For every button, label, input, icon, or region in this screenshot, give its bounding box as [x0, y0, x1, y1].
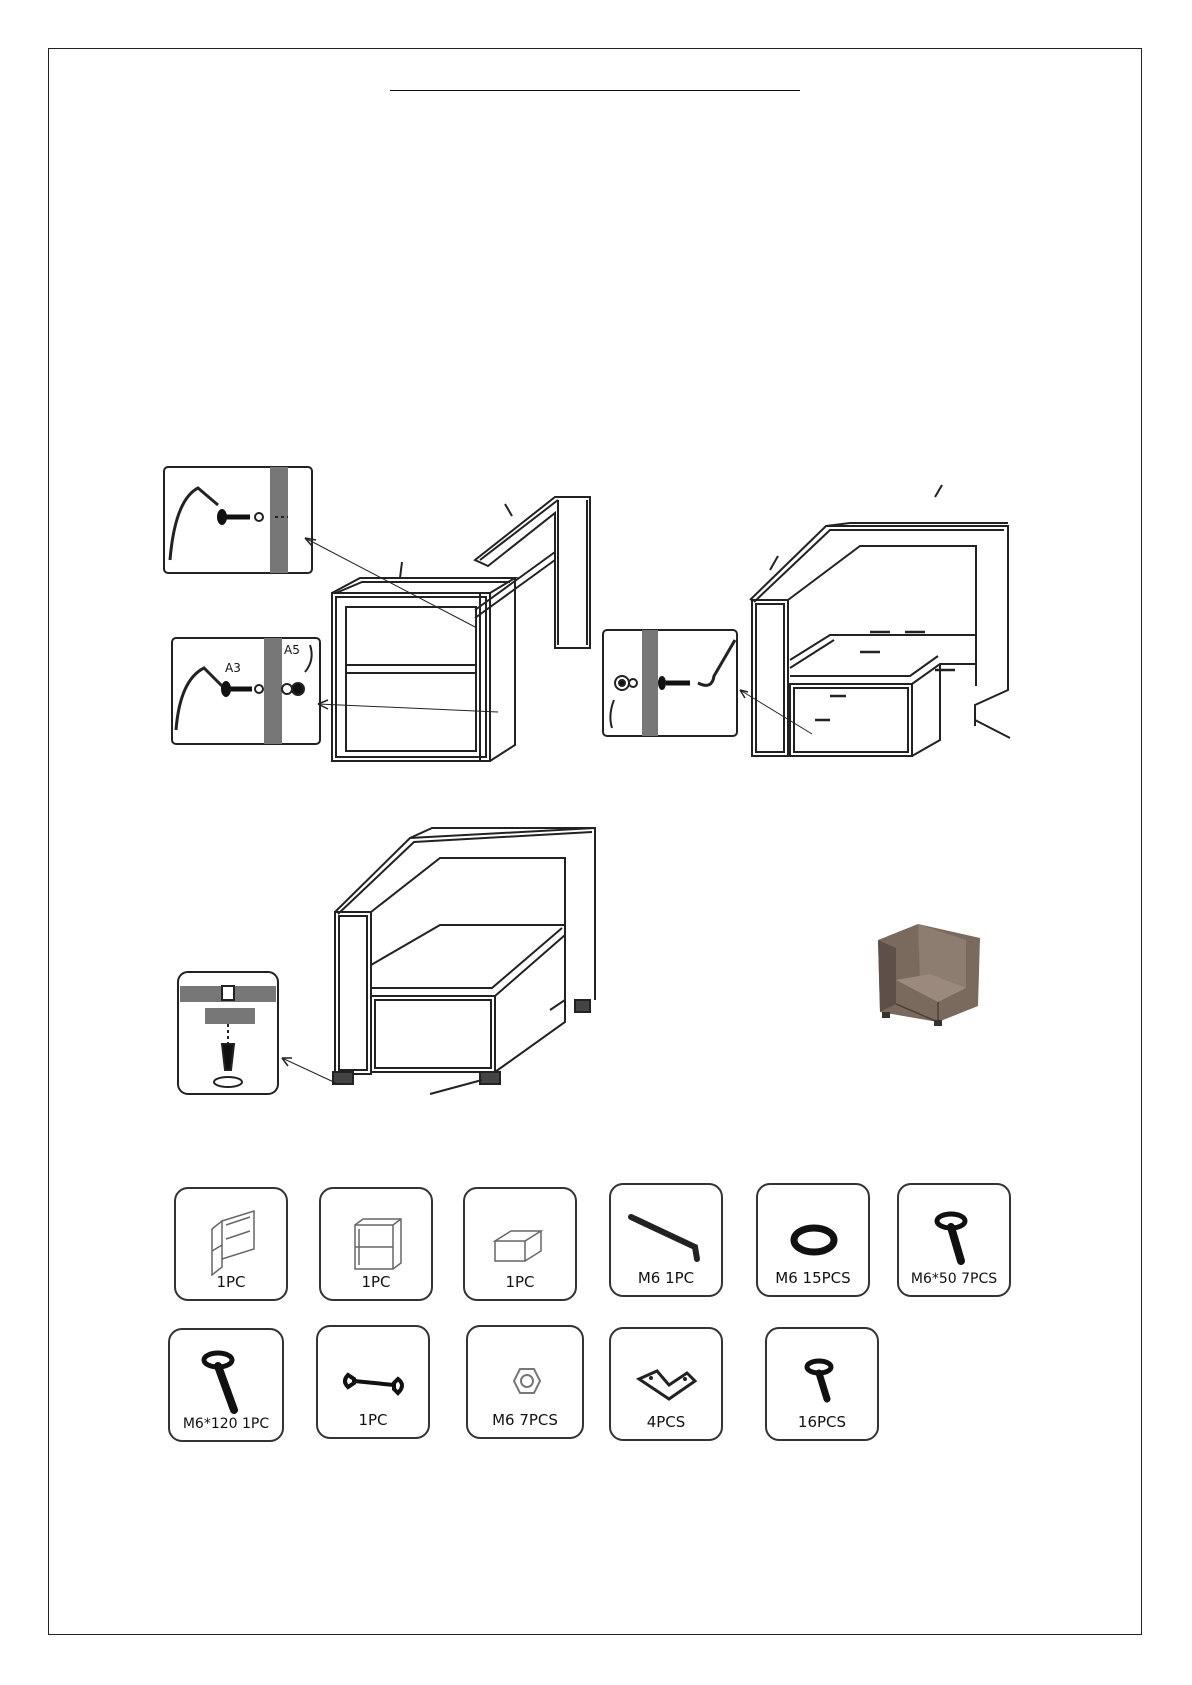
callout-a3-label: A3	[225, 661, 241, 675]
part-seat-frame	[463, 1187, 577, 1301]
part-corner-bracket-label: 4PCS	[646, 1413, 686, 1431]
part-wrench	[316, 1325, 430, 1439]
part-seat-frame-label: 1PC	[505, 1273, 535, 1291]
part-bolt	[897, 1183, 1011, 1297]
corner-sofa-image	[870, 920, 982, 1030]
callout-a5-label: A5	[284, 643, 300, 657]
part-corner-bracket	[609, 1327, 723, 1441]
part-back-frame-label: 1PC	[361, 1273, 391, 1291]
part-wrench-label: 1PC	[358, 1411, 388, 1429]
part-side-frame	[174, 1187, 288, 1301]
part-back-frame	[319, 1187, 433, 1301]
step2-frame	[750, 485, 1010, 756]
detail-callout-right	[603, 630, 812, 736]
detail-callout-top	[164, 467, 477, 628]
part-screw-label: 16PCS	[797, 1413, 847, 1431]
part-allen-key-label: M6 1PC	[637, 1269, 695, 1287]
step3-frame	[333, 828, 595, 1094]
part-washer-label: M6 15PCS	[775, 1269, 851, 1287]
part-allen-key	[609, 1183, 723, 1297]
part-washer	[756, 1183, 870, 1297]
step1-frame	[332, 497, 590, 761]
part-side-frame-label: 1PC	[216, 1273, 246, 1291]
part-hex-nut	[466, 1325, 584, 1439]
detail-callout-foot	[178, 972, 338, 1094]
part-bolt-label: M6*50 7PCS	[910, 1271, 998, 1287]
part-long-bolt	[168, 1328, 284, 1442]
part-long-bolt-label: M6*120 1PC	[182, 1416, 270, 1432]
part-hex-nut-label: M6 7PCS	[492, 1411, 558, 1429]
part-screw	[765, 1327, 879, 1441]
